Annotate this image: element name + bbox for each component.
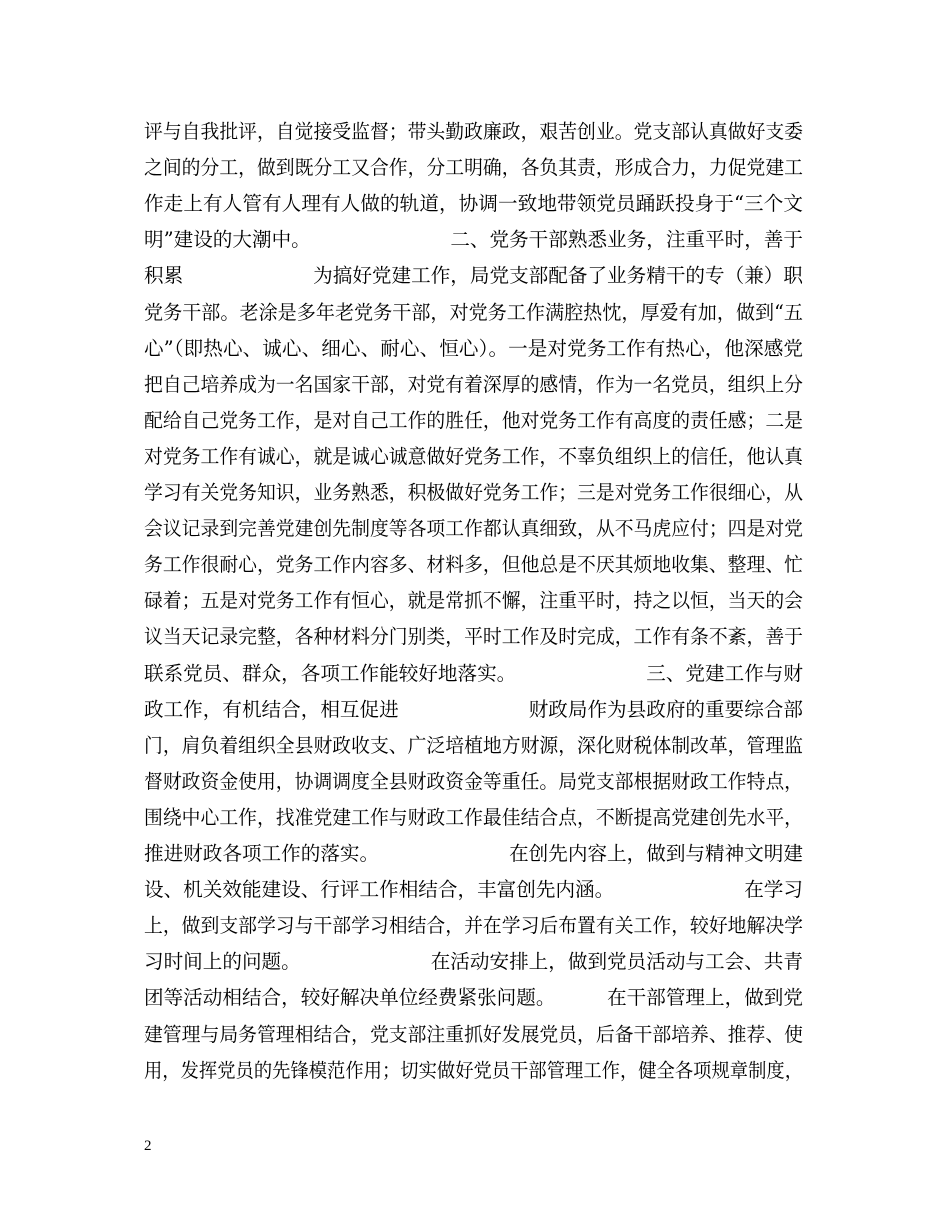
text-line — [144, 334, 803, 364]
text-segment: 推进财政各项工作的落实。 — [144, 842, 380, 865]
text-line — [144, 442, 803, 472]
text-segment: 用，发挥党员的先锋模范作用；切实做好党员干部管理工作，健全各项规章制度， — [144, 1058, 803, 1082]
text-line — [144, 659, 803, 689]
text-line — [144, 767, 803, 797]
text-segment: 设、机关效能建设、行评工作相结合，丰富创先内涵。 — [144, 878, 615, 902]
text-segment: 学习有关党务知识，业务熟悉，积极做好党务工作；三是对党务工作很细心，从 — [144, 481, 803, 504]
text-line — [144, 189, 803, 219]
text-segment: 财政局作为县政府的重要综合部 — [528, 697, 803, 721]
text-line — [144, 1056, 803, 1086]
text-line — [144, 803, 803, 833]
text-line — [144, 153, 803, 183]
text-line — [144, 911, 803, 941]
text-line — [144, 406, 803, 436]
text-line — [144, 839, 803, 869]
text-segment: 在创先内容上，做到与精神文明建 — [509, 842, 803, 865]
text-segment: 心”（即热心、诚心、细心、耐心、恒心）。一是对党务工作有热心，他深感党 — [144, 336, 804, 360]
text-line — [144, 983, 803, 1013]
text-segment: 务工作很耐心，党务工作内容多、材料多，但他总是不厌其烦地收集、整理、忙 — [144, 553, 803, 577]
text-segment: 上，做到支部学习与干部学习相结合，并在学习后布置有关工作，较好地解决学 — [144, 914, 803, 938]
text-line — [144, 731, 803, 761]
text-segment: 习时间上的问题。 — [144, 950, 301, 974]
text-segment: 对党务工作有诚心，就是诚心诚意做好党务工作，不辜负组织上的信任，他认真 — [144, 444, 803, 468]
text-segment: 党务干部。老涂是多年老党务干部，对党务工作满腔热忱，厚爱有加，做到“五 — [144, 300, 803, 324]
text-segment: 议当天记录完整，各种材料分门别类，平时工作及时完成，工作有条不紊，善于 — [144, 625, 803, 649]
text-line — [144, 117, 803, 147]
text-line — [144, 586, 803, 616]
text-line — [144, 478, 803, 508]
text-segment: 三、党建工作与财 — [646, 661, 803, 685]
page-number: 2 — [144, 1138, 152, 1154]
text-line — [144, 298, 803, 328]
text-segment: 围绕中心工作，找准党建工作与财政工作最佳结合点，不断提高党建创先水平， — [144, 805, 803, 829]
text-line — [144, 1020, 803, 1050]
text-segment: 配给自己党务工作，是对自己工作的胜任，他对党务工作有高度的责任感；二是 — [144, 408, 803, 432]
text-line — [144, 550, 803, 580]
text-line — [144, 514, 803, 544]
text-line — [144, 622, 803, 652]
text-segment: 为搞好党建工作，局党支部配备了业务精干的专（兼）职 — [313, 264, 803, 288]
text-segment: 联系党员、群众，各项工作能较好地落实。 — [144, 661, 517, 685]
text-line — [144, 695, 803, 725]
text-segment: 在学习 — [744, 878, 803, 902]
text-segment: 会议记录到完善党建创先制度等各项工作都认真细致，从不马虎应付；四是对党 — [144, 517, 803, 541]
text-segment: 建管理与局务管理相结合，党支部注重抓好发展党员，后备干部培养、推荐、使 — [144, 1022, 803, 1046]
text-line — [144, 947, 803, 977]
text-segment: 作走上有人管有人理有人做的轨道，协调一致地带领党员踊跃投身于“三个文 — [144, 192, 804, 216]
text-segment: 团等活动相结合，较好解决单位经费紧张问题。 — [144, 986, 556, 1010]
text-segment: 二、党务干部熟悉业务，注重平时，善于 — [450, 228, 803, 252]
text-line — [144, 261, 803, 291]
text-segment: 积累 — [144, 264, 184, 288]
text-segment: 之间的分工，做到既分工又合作，分工明确，各负其责，形成合力，力促党建工 — [144, 156, 803, 180]
text-segment: 把自己培养成为一名国家干部，对党有着深厚的感情，作为一名党员，组织上分 — [144, 372, 803, 396]
text-segment: 评与自我批评，自觉接受监督；带头勤政廉政，艰苦创业。党支部认真做好支委 — [144, 120, 803, 143]
text-line — [144, 875, 803, 905]
text-line — [144, 225, 803, 255]
text-segment: 门，肩负着组织全县财政收支、广泛培植地方财源，深化财税体制改革，管理监 — [144, 733, 803, 757]
text-segment: 在干部管理上，做到党 — [607, 986, 803, 1010]
text-line — [144, 370, 803, 400]
text-segment: 明”建设的大潮中。 — [144, 228, 311, 252]
text-segment: 在活动安排上，做到党员活动与工会、共青 — [430, 950, 803, 974]
text-segment: 政工作，有机结合，相互促进 — [144, 697, 399, 721]
text-segment: 督财政资金使用，协调调度全县财政资金等重任。局党支部根据财政工作特点， — [144, 769, 803, 793]
text-segment: 碌着；五是对党务工作有恒心，就是常抓不懈，注重平时，持之以恒，当天的会 — [144, 589, 803, 613]
